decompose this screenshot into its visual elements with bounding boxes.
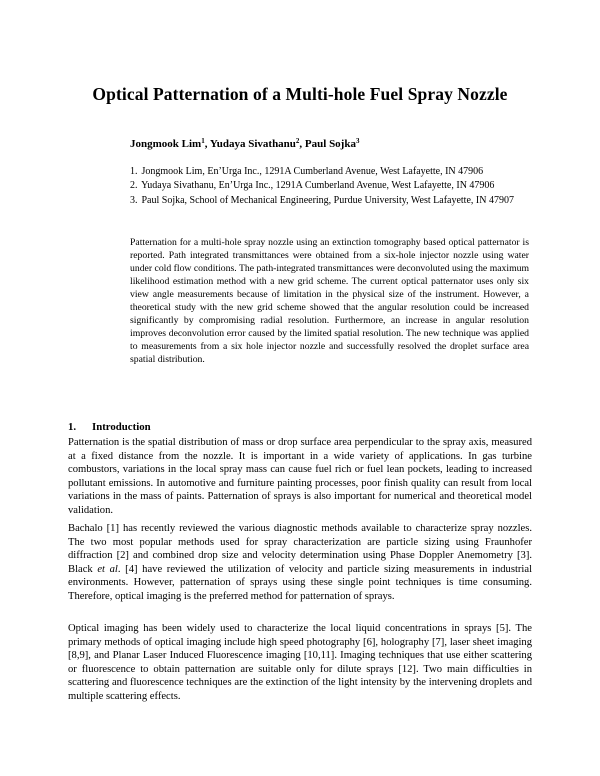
affiliation-list bbox=[130, 165, 550, 208]
affiliation-text: Yudaya Sivathanu, En’Urga Inc., 1291A Cumberland Avenue, West Lafayette, IN 47906 bbox=[141, 180, 495, 192]
affiliation-mark: 1 bbox=[201, 137, 205, 145]
body-paragraph bbox=[68, 522, 532, 604]
paragraph-text: . [4] have reviewed the utilization of velocity and particle sizing measurements in industrial environments. However, patternation of sprays using these single point techniques is time consuming. Therefore, optical imaging is the preferred method for patternation of sprays. bbox=[68, 563, 533, 602]
author-name: Yudaya Sivathanu bbox=[209, 138, 296, 150]
author-list bbox=[130, 138, 359, 150]
affiliation-mark: 3 bbox=[355, 137, 360, 145]
paragraph-text: Bachalo [1] has recently reviewed the various diagnostic methods available to characterize spray nozzles. The two most popular methods used for spray characterization are particle sizing using Fraunhofer diffraction [2] and combined drop size and velocity determination using Phase Doppler Anemometry [3]. Black bbox=[68, 523, 532, 575]
author-separator: , bbox=[299, 138, 305, 150]
author-name: Paul Sojka bbox=[304, 138, 356, 150]
affiliation-text: Jongmook Lim, En’Urga Inc., 1291A Cumberland Avenue, West Lafayette, IN 47906 bbox=[141, 166, 484, 177]
affiliation-item bbox=[130, 179, 550, 193]
affiliation-number: 1. bbox=[130, 166, 138, 177]
author-name: Jongmook Lim bbox=[130, 138, 202, 150]
affiliation-number: 2. bbox=[130, 180, 138, 192]
affiliation-item bbox=[130, 165, 550, 179]
paper-title: Optical Patternation of a Multi-hole Fuel Spray Nozzle bbox=[92, 83, 508, 104]
section-heading bbox=[68, 421, 151, 433]
affiliation-mark: 2 bbox=[295, 137, 300, 145]
italic-text: et al bbox=[97, 563, 118, 575]
section-title: Introduction bbox=[92, 420, 151, 433]
abstract: Patternation for a multi-hole spray nozzle using an extinction tomography based optical patternator is reported. Path integrated transmittances were obtained from a six-hole injector nozzle using water under cold flow conditions. The path-integrated transmittances were deconvoluted using the maximum likelihood estimation method with a new grid scheme. The current optical patternator uses only six view angle measurements because of limitation in the physical size of the instrument. However, a theoretical study with the new grid scheme showed that the angular resolution could be increased significantly by compromising radial resolution. Furthermore, an increase in angular resolution improves deconvolution error caused by the limited spatial resolution. The new technique was applied to measurements from a six hole injector nozzle and successfully resolved the droplet surface area spatial distribution. bbox=[130, 237, 529, 365]
body-paragraph: Optical imaging has been widely used to characterize the local liquid concentrations in sprays [5]. The primary methods of optical imaging include high speed photography [6], holography [7], laser sheet imaging [8,9], and Planar Laser Induced Fluorescence imaging [10,11]. Imaging techniques that use either scattering or fluorescence to obtain patternation are suitable only for dilute sprays [12]. Two main difficulties in scattering and fluorescence techniques are the extinction of the light intensity by the intervening droplets and multiple scattering effects. bbox=[68, 623, 532, 702]
affiliation-text: Paul Sojka, School of Mechanical Engineering, Purdue University, West Lafayette, IN 47907 bbox=[141, 194, 514, 206]
affiliation-item bbox=[130, 194, 550, 208]
section-number: 1. bbox=[68, 420, 77, 433]
author-separator: , bbox=[204, 138, 210, 150]
body-paragraph: Patternation is the spatial distribution of mass or drop surface area perpendicular to the spray axis, measured at a fixed distance from the nozzle. It is important in a wide variety of applications. In gas turbine combustors, variations in the local spray mass can cause fuel rich or fuel lean pockets, leading to increased pollutant emissions. In automotive and furniture painting processes, poor finish quality can result from local variations in the mass of paints. Patternation of sprays is also important for numerical and theoretical model validation. bbox=[68, 437, 532, 516]
affiliation-number: 3. bbox=[130, 194, 138, 206]
